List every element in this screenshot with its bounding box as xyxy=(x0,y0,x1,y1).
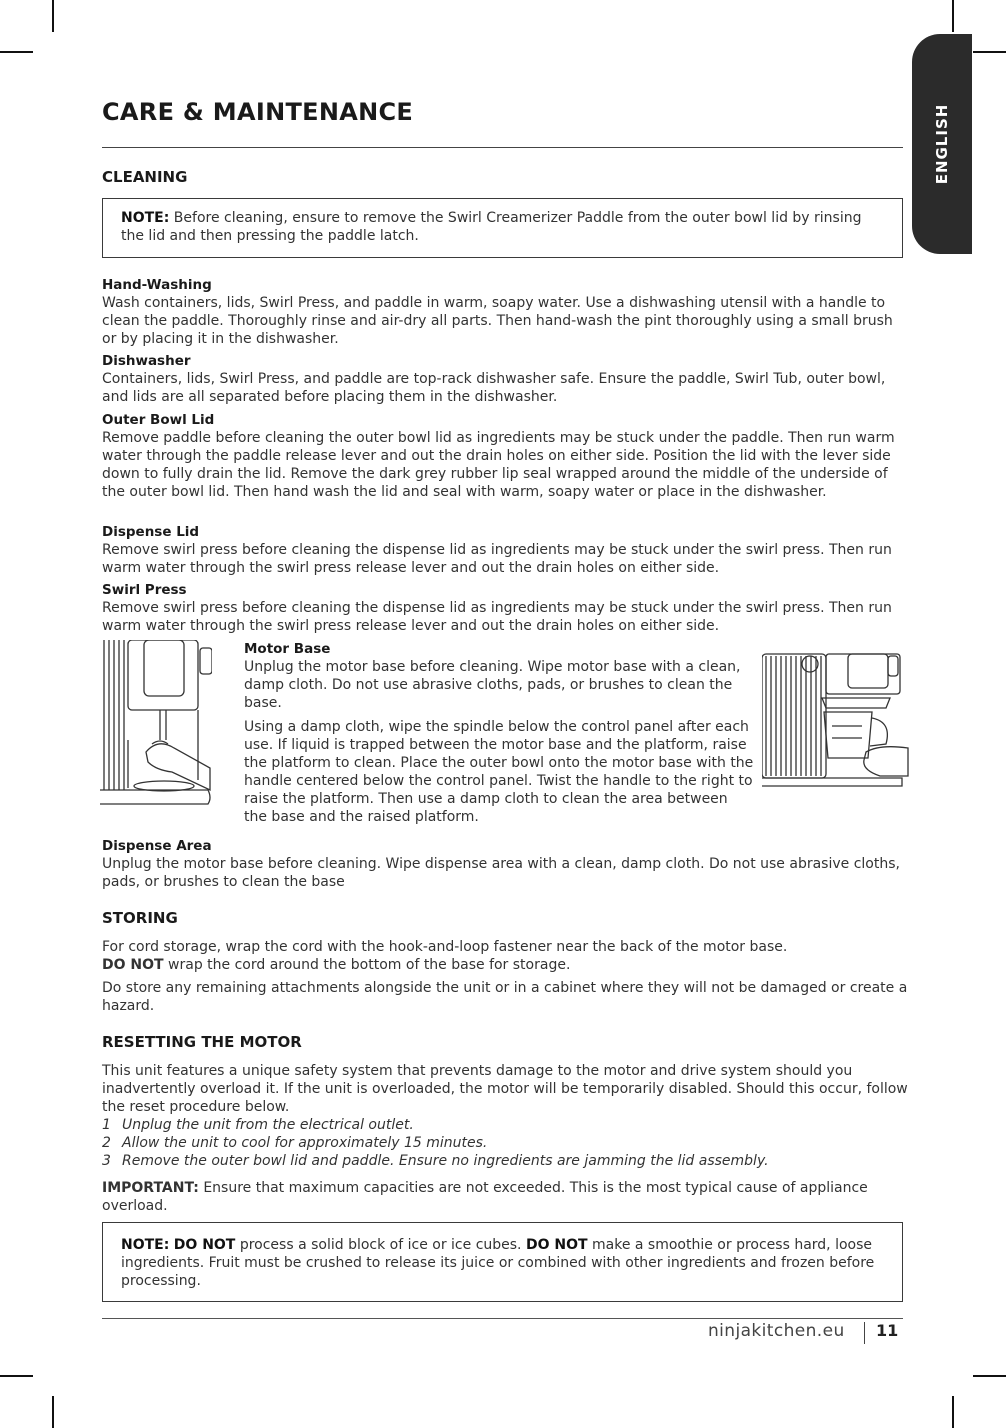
dispense-area-text: Unplug the motor base before cleaning. Wipe dispense area with a clean, damp cloth. Do not use abrasive cloths, pads, or brushes to clean the base xyxy=(102,856,900,890)
reset-step: 3 Remove the outer bowl lid and paddle. Ensure no ingredients are jamming the lid assembly. xyxy=(102,1153,769,1169)
storing-paragraph-2: Do store any remaining attachments alongside the unit or in a cabinet where they will not be damaged or create a hazard. xyxy=(102,980,908,1014)
storing-do-not: DO NOT xyxy=(102,957,164,973)
note2-text-2: make a smoothie or process hard, loose ingredients. Fruit must be crushed to release its juice or combined with other ingredients and frozen before processing. xyxy=(121,1237,875,1289)
crop-mark xyxy=(0,51,33,53)
crop-mark xyxy=(973,51,1006,53)
cleaning-heading: CLEANING xyxy=(102,168,188,186)
resetting-heading: RESETTING THE MOTOR xyxy=(102,1033,302,1051)
swirl-press-text: Remove swirl press before cleaning the dispense lid as ingredients may be stuck under the swirl press. Then run warm water through the swirl press release lever and out the drain holes on either side. xyxy=(102,600,892,634)
dispense-lid-section xyxy=(102,523,908,577)
resetting-section xyxy=(102,1062,908,1170)
page-number: 11 xyxy=(876,1321,899,1340)
hand-washing-text: Wash containers, lids, Swirl Press, and paddle in warm, soapy water. Use a dishwashing utensil with a handle to clean the paddle. Thoroughly rinse and air-dry all parts. Then hand-wash the pint thoroughly using a small brush or by placing it in the dishwasher. xyxy=(102,295,893,347)
reset-step: 1 Unplug the unit from the electrical outlet. xyxy=(102,1117,414,1133)
storing-heading: STORING xyxy=(102,909,178,927)
dispense-area-heading: Dispense Area xyxy=(102,838,212,854)
crop-mark xyxy=(973,1375,1006,1377)
reset-step: 2 Allow the unit to cool for approximately 15 minutes. xyxy=(102,1135,488,1151)
note2-text-1: process a solid block of ice or ice cubes. xyxy=(239,1237,522,1253)
storing-paragraph-1 xyxy=(102,938,908,974)
footer-url: ninjakitchen.eu xyxy=(708,1321,845,1341)
outer-bowl-lid-text: Remove paddle before cleaning the outer bowl lid as ingredients may be stuck under the paddle. Then run warm water through the paddle release lever and out the drain holes on either side. Position the lid with the lever side down to fully drain the lid. Remove the dark grey rubber lip seal wrapped around the middle of the underside of the outer bowl lid. Then hand wash the lid and seal with warm, soapy water or place in the dishwasher. xyxy=(102,430,895,500)
crop-mark xyxy=(952,0,954,32)
important-label: IMPORTANT: xyxy=(102,1180,199,1196)
motor-base-section xyxy=(244,640,754,832)
page-title: CARE & MAINTENANCE xyxy=(102,98,414,126)
dispense-area-section xyxy=(102,837,908,891)
note2-label: NOTE: xyxy=(121,1237,170,1253)
resetting-intro: This unit features a unique safety system that prevents damage to the motor and drive system should you inadvertently overload it. If the unit is overloaded, the motor will be temporarily disabled. Should this occur, follow the reset procedure below. xyxy=(102,1063,908,1115)
dishwasher-heading: Dishwasher xyxy=(102,353,191,369)
spindle-cleaning-illustration xyxy=(100,640,212,806)
footer-divider xyxy=(102,1318,903,1319)
storing-text-1a: For cord storage, wrap the cord with the hook-and-loop fastener near the back of the motor base. xyxy=(102,939,788,955)
swirl-press-heading: Swirl Press xyxy=(102,582,187,598)
crop-mark xyxy=(52,1396,54,1428)
crop-mark xyxy=(952,1396,954,1428)
storing-text-1b: wrap the cord around the bottom of the base for storage. xyxy=(168,957,571,973)
motor-base-illustration xyxy=(762,652,910,788)
crop-mark xyxy=(0,1375,33,1377)
note2-do-not-2: DO NOT xyxy=(525,1237,588,1253)
hand-washing-section xyxy=(102,276,908,348)
outer-bowl-lid-section xyxy=(102,411,908,501)
crop-mark xyxy=(52,0,54,32)
outer-bowl-lid-heading: Outer Bowl Lid xyxy=(102,412,215,428)
note2-do-not-1: DO NOT xyxy=(173,1237,236,1253)
motor-base-text-1: Unplug the motor base before cleaning. Wipe motor base with a clean, damp cloth. Do not use abrasive cloths, pads, or brushes to clean the base. xyxy=(244,659,741,711)
reset-steps xyxy=(102,1116,908,1170)
note-label: NOTE: xyxy=(121,210,170,226)
dispense-lid-text: Remove swirl press before cleaning the dispense lid as ingredients may be stuck under the swirl press. Then run warm water through the swirl press release lever and out the drain holes on either side. xyxy=(102,542,892,576)
motor-base-heading: Motor Base xyxy=(244,641,331,657)
language-tab-label: ENGLISH xyxy=(933,103,951,185)
processing-note xyxy=(102,1222,903,1302)
footer-separator xyxy=(864,1322,865,1344)
language-tab xyxy=(912,34,972,254)
dishwasher-section xyxy=(102,352,908,406)
dispense-lid-heading: Dispense Lid xyxy=(102,524,200,540)
important-text: Ensure that maximum capacities are not exceeded. This is the most typical cause of appliance overload. xyxy=(102,1180,868,1214)
dishwasher-text: Containers, lids, Swirl Press, and paddle are top-rack dishwasher safe. Ensure the paddle, Swirl Tub, outer bowl, and lids are all separated before placing them in the dishwasher. xyxy=(102,371,886,405)
motor-base-text-2: Using a damp cloth, wipe the spindle below the control panel after each use. If liquid is trapped between the motor base and the platform, raise the platform to clean. Place the outer bowl onto the motor base with the handle centered below the control panel. Twist the handle to the right to raise the platform. Then use a damp cloth to clean the area between the base and the raised platform. xyxy=(244,719,754,825)
title-divider xyxy=(102,147,903,148)
hand-washing-heading: Hand-Washing xyxy=(102,277,212,293)
cleaning-note xyxy=(102,198,903,258)
important-notice xyxy=(102,1179,908,1215)
note-text: Before cleaning, ensure to remove the Swirl Creamerizer Paddle from the outer bowl lid by rinsing the lid and then pressing the paddle latch. xyxy=(121,210,862,244)
swirl-press-section xyxy=(102,581,908,635)
